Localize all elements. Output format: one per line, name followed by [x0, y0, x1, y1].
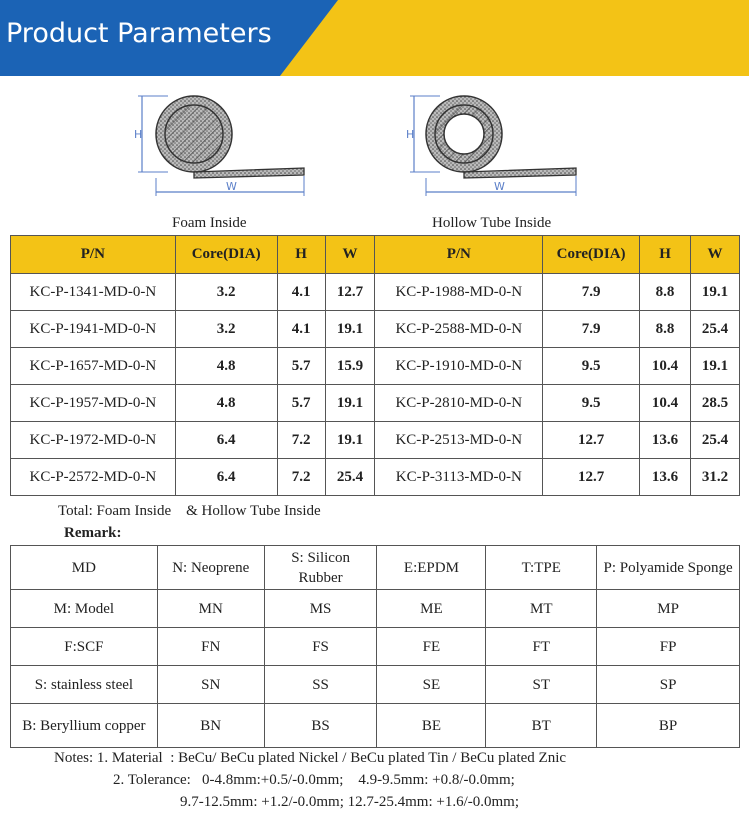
- materials-cell: ST: [486, 666, 597, 704]
- cell-core: 4.8: [175, 348, 277, 385]
- cell-pn: KC-P-3113-MD-0-N: [375, 459, 543, 496]
- cell-core: 9.5: [543, 348, 640, 385]
- cell-pn: KC-P-1941-MD-0-N: [11, 311, 176, 348]
- materials-cell: MP: [597, 590, 740, 628]
- materials-cell: E:EPDM: [377, 546, 486, 590]
- materials-cell: MD: [11, 546, 158, 590]
- cell-w: 25.4: [691, 311, 740, 348]
- materials-cell: SP: [597, 666, 740, 704]
- header-h: H: [640, 236, 691, 274]
- materials-cell: T:TPE: [486, 546, 597, 590]
- cell-w: 25.4: [691, 422, 740, 459]
- materials-table: [10, 545, 740, 748]
- remark-label: Remark:: [64, 525, 122, 541]
- table-row: [11, 311, 740, 348]
- materials-cell: BE: [377, 704, 486, 748]
- foam-inside-caption: Foam Inside: [172, 215, 247, 231]
- header-w: W: [325, 236, 375, 274]
- cell-core: 7.9: [543, 274, 640, 311]
- materials-cell: P: Polyamide Sponge: [597, 546, 740, 590]
- cell-pn: KC-P-1910-MD-0-N: [375, 348, 543, 385]
- materials-cell: S: stainless steel: [11, 666, 158, 704]
- hollow-tube-caption: Hollow Tube Inside: [432, 215, 552, 231]
- materials-cell: FT: [486, 628, 597, 666]
- cell-pn: KC-P-2513-MD-0-N: [375, 422, 543, 459]
- hollow-tube-diagram: [400, 88, 590, 200]
- cell-w: 19.1: [325, 385, 375, 422]
- table-row: [11, 348, 740, 385]
- page-title: Product Parameters: [6, 18, 272, 49]
- materials-cell: B: Beryllium copper: [11, 704, 158, 748]
- parts-table: [10, 235, 740, 496]
- cell-w: 31.2: [691, 459, 740, 496]
- cell-pn: KC-P-1657-MD-0-N: [11, 348, 176, 385]
- cell-w: 15.9: [325, 348, 375, 385]
- header-core: Core(DIA): [543, 236, 640, 274]
- materials-cell: F:SCF: [11, 628, 158, 666]
- cell-h: 10.4: [640, 385, 691, 422]
- table-row: [11, 385, 740, 422]
- header-banner: [0, 0, 749, 76]
- cell-h: 4.1: [277, 311, 325, 348]
- cell-pn: KC-P-2572-MD-0-N: [11, 459, 176, 496]
- cell-core: 3.2: [175, 311, 277, 348]
- cell-w: 19.1: [325, 311, 375, 348]
- cell-core: 12.7: [543, 422, 640, 459]
- cell-h: 4.1: [277, 274, 325, 311]
- header-h: H: [277, 236, 325, 274]
- cell-pn: KC-P-2810-MD-0-N: [375, 385, 543, 422]
- materials-cell: MS: [264, 590, 377, 628]
- cell-core: 7.9: [543, 311, 640, 348]
- cell-h: 7.2: [277, 422, 325, 459]
- cell-pn: KC-P-1957-MD-0-N: [11, 385, 176, 422]
- header-w: W: [691, 236, 740, 274]
- materials-cell: FP: [597, 628, 740, 666]
- cell-pn: KC-P-1972-MD-0-N: [11, 422, 176, 459]
- materials-cell: FE: [377, 628, 486, 666]
- cell-core: 9.5: [543, 385, 640, 422]
- cell-core: 6.4: [175, 459, 277, 496]
- foam-inside-diagram: [128, 88, 318, 200]
- table-row: [11, 590, 740, 628]
- materials-cell: ME: [377, 590, 486, 628]
- cell-w: 28.5: [691, 385, 740, 422]
- cell-w: 19.1: [691, 274, 740, 311]
- materials-cell: BT: [486, 704, 597, 748]
- cell-h: 13.6: [640, 459, 691, 496]
- cell-w: 19.1: [691, 348, 740, 385]
- cell-h: 8.8: [640, 274, 691, 311]
- materials-cell: BP: [597, 704, 740, 748]
- notes-line-3: 9.7-12.5mm: +1.2/-0.0mm; 12.7-25.4mm: +1.6/-0.0mm;: [180, 794, 519, 810]
- materials-cell: SE: [377, 666, 486, 704]
- cell-core: 6.4: [175, 422, 277, 459]
- table-row: [11, 422, 740, 459]
- cell-pn: KC-P-2588-MD-0-N: [375, 311, 543, 348]
- materials-cell: S: Silicon Rubber: [264, 546, 377, 590]
- materials-cell: M: Model: [11, 590, 158, 628]
- materials-cell: N: Neoprene: [157, 546, 264, 590]
- parts-table-header: [11, 236, 740, 274]
- table-row: [11, 274, 740, 311]
- svg-text:W: W: [494, 180, 505, 193]
- cell-h: 8.8: [640, 311, 691, 348]
- materials-cell: FS: [264, 628, 377, 666]
- svg-text:H: H: [406, 128, 415, 141]
- table-row: [11, 459, 740, 496]
- cell-h: 7.2: [277, 459, 325, 496]
- materials-header-row: [11, 546, 740, 590]
- materials-cell: SN: [157, 666, 264, 704]
- notes-line-2: 2. Tolerance: 0-4.8mm:+0.5/-0.0mm; 4.9-9.5mm: +0.8/-0.0mm;: [113, 772, 515, 788]
- materials-cell: SS: [264, 666, 377, 704]
- cell-h: 13.6: [640, 422, 691, 459]
- materials-cell: BN: [157, 704, 264, 748]
- header-pn: P/N: [11, 236, 176, 274]
- cell-core: 4.8: [175, 385, 277, 422]
- cell-pn: KC-P-1988-MD-0-N: [375, 274, 543, 311]
- total-note: Total: Foam Inside & Hollow Tube Inside: [58, 503, 321, 519]
- materials-cell: MN: [157, 590, 264, 628]
- materials-cell: FN: [157, 628, 264, 666]
- cell-core: 3.2: [175, 274, 277, 311]
- header-core: Core(DIA): [175, 236, 277, 274]
- cell-w: 12.7: [325, 274, 375, 311]
- materials-cell: BS: [264, 704, 377, 748]
- table-row: [11, 628, 740, 666]
- table-row: [11, 666, 740, 704]
- cell-h: 10.4: [640, 348, 691, 385]
- cell-h: 5.7: [277, 348, 325, 385]
- cell-core: 12.7: [543, 459, 640, 496]
- cell-pn: KC-P-1341-MD-0-N: [11, 274, 176, 311]
- cell-w: 19.1: [325, 422, 375, 459]
- header-pn: P/N: [375, 236, 543, 274]
- materials-cell: MT: [486, 590, 597, 628]
- notes-line-1: Notes: 1. Material : BeCu/ BeCu plated Nickel / BeCu plated Tin / BeCu plated Znic: [54, 750, 567, 766]
- cell-h: 5.7: [277, 385, 325, 422]
- svg-text:W: W: [226, 180, 237, 193]
- svg-text:H: H: [134, 128, 143, 141]
- table-row: [11, 704, 740, 748]
- cell-w: 25.4: [325, 459, 375, 496]
